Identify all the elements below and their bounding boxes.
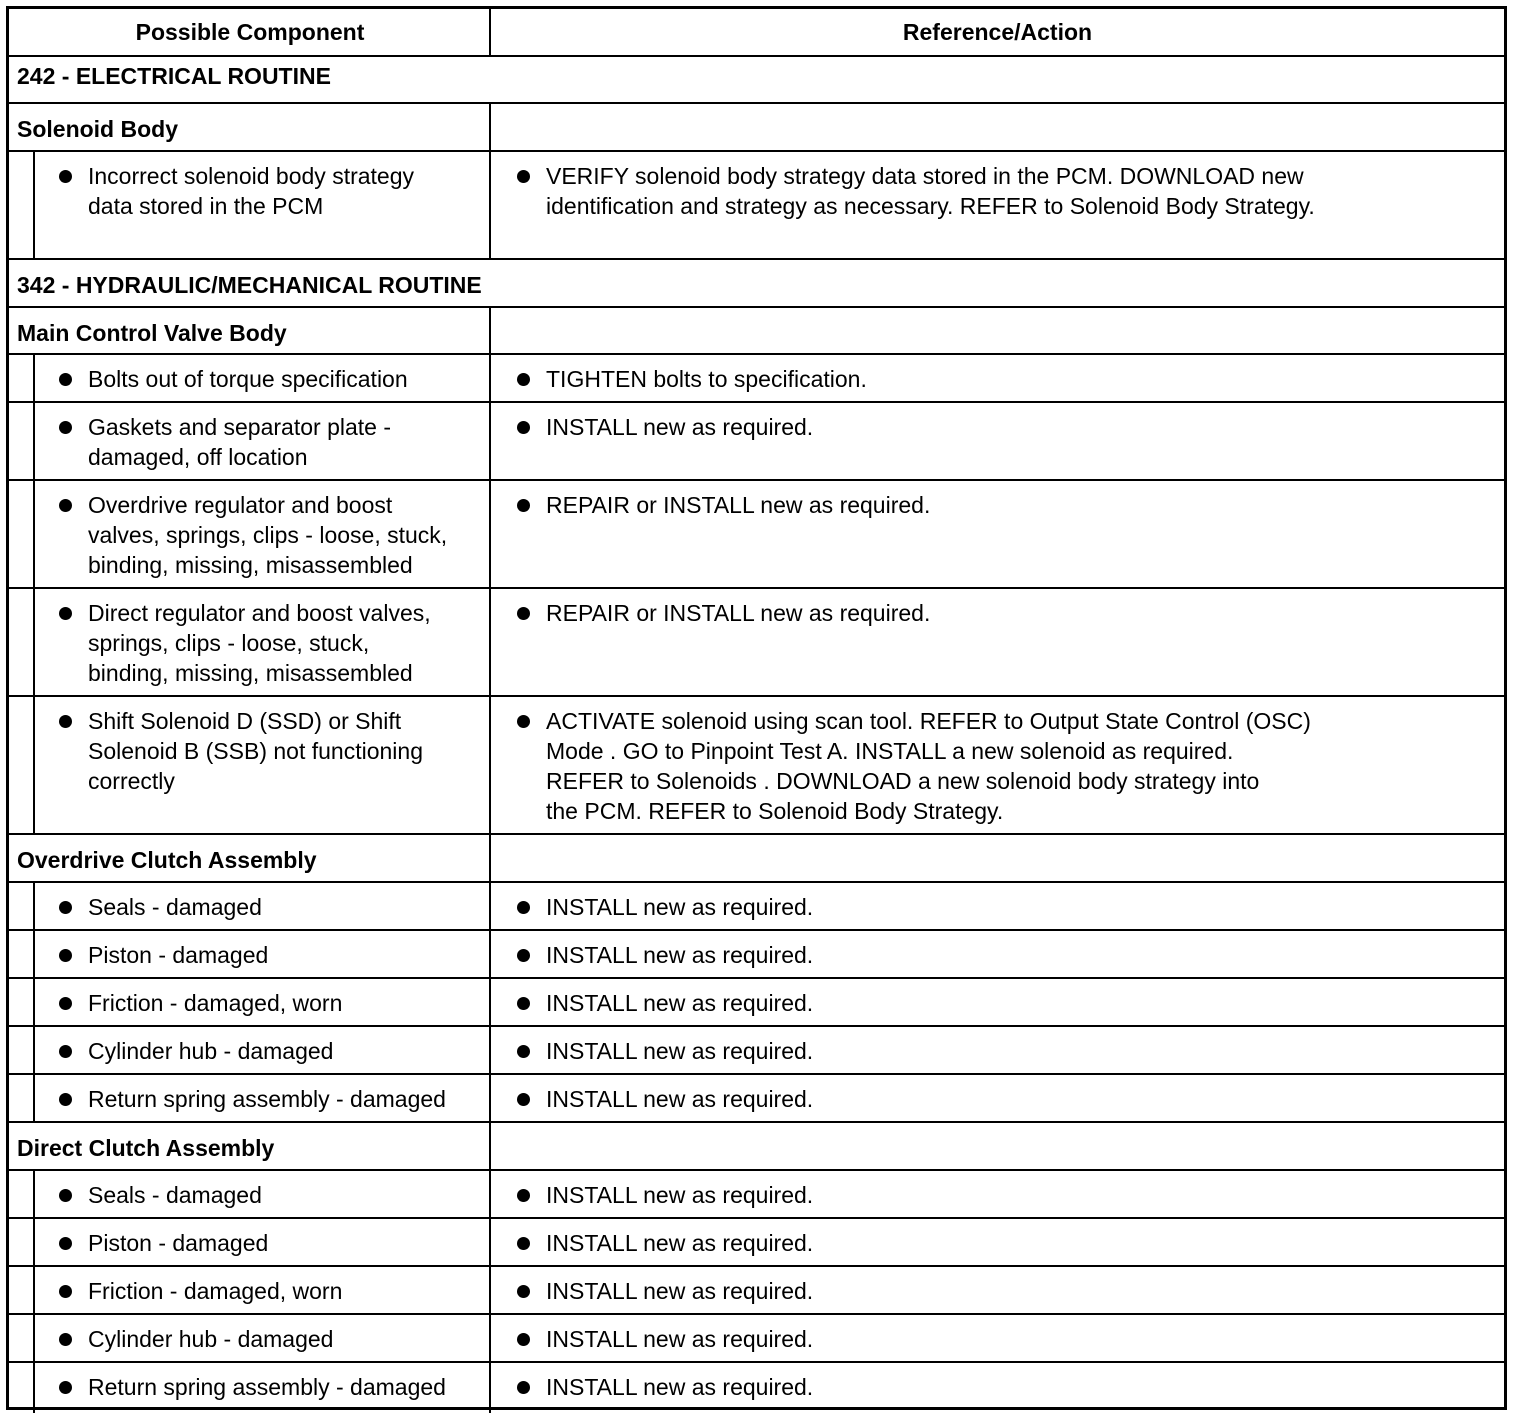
action-cell: REPAIR or INSTALL new as required. — [546, 600, 931, 626]
component-cell: Overdrive regulator and boost valves, springs, clips - loose, stuck, binding, missing, misassembled — [88, 492, 448, 578]
component-cell: Direct regulator and boost valves, springs, clips - loose, stuck, binding, missing, misassembled — [88, 600, 431, 686]
action-cell: INSTALL new as required. — [546, 1086, 814, 1112]
routine-row — [9, 260, 1504, 308]
bullet-icon — [59, 1333, 72, 1346]
indent-line — [33, 1363, 35, 1413]
column-divider — [489, 1315, 491, 1361]
bullet-icon — [59, 901, 72, 914]
action-cell: INSTALL new as required. — [546, 942, 814, 968]
bullet-icon — [517, 1045, 530, 1058]
table-row — [9, 883, 1504, 931]
column-divider — [489, 355, 491, 401]
bullet-icon — [517, 1237, 530, 1250]
bullet-icon — [517, 607, 530, 620]
table-row — [9, 355, 1504, 403]
indent-line — [33, 1075, 35, 1121]
bullet-icon — [517, 1093, 530, 1106]
bullet-icon — [59, 1045, 72, 1058]
action-cell: INSTALL new as required. — [546, 1230, 814, 1256]
indent-line — [33, 152, 35, 258]
bullet-icon — [59, 1237, 72, 1250]
bullet-icon — [517, 1285, 530, 1298]
group-row — [9, 1123, 1504, 1171]
table-row — [9, 481, 1504, 589]
bullet-icon — [59, 1093, 72, 1106]
table-row — [9, 1363, 1504, 1413]
column-divider — [489, 1363, 491, 1413]
component-cell: Incorrect solenoid body strategy data stored in the PCM — [88, 163, 415, 219]
indent-line — [33, 883, 35, 929]
indent-line — [33, 931, 35, 977]
component-cell: Friction - damaged, worn — [88, 1278, 343, 1304]
indent-line — [33, 1267, 35, 1313]
bullet-icon — [59, 1189, 72, 1202]
column-divider — [489, 1267, 491, 1313]
indent-line — [33, 1027, 35, 1073]
component-cell: Gaskets and separator plate - damaged, off location — [88, 414, 391, 470]
routine-title: 342 - HYDRAULIC/MECHANICAL ROUTINE — [17, 272, 482, 298]
group-title: Overdrive Clutch Assembly — [17, 847, 317, 873]
group-title: Solenoid Body — [17, 116, 178, 142]
column-divider — [489, 589, 491, 695]
component-cell: Friction - damaged, worn — [88, 990, 343, 1016]
column-divider — [489, 104, 491, 150]
group-row — [9, 104, 1504, 152]
indent-line — [33, 697, 35, 833]
column-divider — [489, 979, 491, 1025]
action-cell: INSTALL new as required. — [546, 1038, 814, 1064]
component-cell: Return spring assembly - damaged — [88, 1086, 446, 1112]
bullet-icon — [517, 901, 530, 914]
bullet-icon — [517, 715, 530, 728]
indent-line — [33, 403, 35, 479]
action-cell: VERIFY solenoid body strategy data stored in the PCM. DOWNLOAD new identification and strategy as necessary. REFER to Solenoid Body Strategy. — [546, 163, 1315, 219]
routine-row — [9, 51, 1504, 104]
table-row — [9, 589, 1504, 697]
table-row — [9, 1171, 1504, 1219]
routine-title: 242 - ELECTRICAL ROUTINE — [17, 63, 331, 89]
component-cell: Cylinder hub - damaged — [88, 1038, 334, 1064]
action-cell: INSTALL new as required. — [546, 1374, 814, 1400]
bullet-icon — [517, 1333, 530, 1346]
table-row — [9, 1315, 1504, 1363]
group-row — [9, 308, 1504, 355]
table-row — [9, 1219, 1504, 1267]
bullet-icon — [517, 499, 530, 512]
indent-line — [33, 979, 35, 1025]
table-row — [9, 152, 1504, 260]
component-cell: Seals - damaged — [88, 894, 262, 920]
indent-line — [33, 589, 35, 695]
table-row — [9, 1027, 1504, 1075]
bullet-icon — [517, 373, 530, 386]
bullet-icon — [59, 715, 72, 728]
column-divider — [489, 697, 491, 833]
action-cell: INSTALL new as required. — [546, 1326, 814, 1352]
column-divider — [489, 835, 491, 881]
group-row — [9, 835, 1504, 883]
bullet-icon — [517, 421, 530, 434]
component-cell: Seals - damaged — [88, 1182, 262, 1208]
action-cell: INSTALL new as required. — [546, 990, 814, 1016]
group-title: Direct Clutch Assembly — [17, 1135, 275, 1161]
component-cell: Piston - damaged — [88, 942, 269, 968]
bullet-icon — [517, 997, 530, 1010]
table-header-row — [9, 9, 1504, 57]
bullet-icon — [517, 949, 530, 962]
column-header-possible-component: Possible Component — [135, 18, 365, 45]
column-divider — [489, 1219, 491, 1265]
indent-line — [33, 481, 35, 587]
table-row — [9, 979, 1504, 1027]
diagnostic-table — [6, 6, 1507, 1410]
column-header-reference-action: Reference/Action — [902, 18, 1093, 45]
action-cell: TIGHTEN bolts to specification. — [546, 366, 867, 392]
bullet-icon — [59, 373, 72, 386]
action-cell: INSTALL new as required. — [546, 894, 814, 920]
bullet-icon — [59, 421, 72, 434]
component-cell: Bolts out of torque specification — [88, 366, 408, 392]
column-divider — [489, 1075, 491, 1121]
indent-line — [33, 1171, 35, 1217]
column-divider — [489, 1123, 491, 1169]
bullet-icon — [59, 499, 72, 512]
action-cell: REPAIR or INSTALL new as required. — [546, 492, 931, 518]
group-title: Main Control Valve Body — [17, 320, 287, 346]
table-row — [9, 1267, 1504, 1315]
column-divider — [489, 1027, 491, 1073]
bullet-icon — [517, 170, 530, 183]
column-divider — [489, 403, 491, 479]
action-cell: ACTIVATE solenoid using scan tool. REFER to Output State Control (OSC) Mode . GO to Pinpoint Test A. INSTALL a new solenoid as required. REFER to Solenoids . DOWNLOAD a new solenoid body strategy into the PCM. REFER to Solenoid Body Strategy. — [546, 708, 1311, 824]
bullet-icon — [517, 1381, 530, 1394]
component-cell: Shift Solenoid D (SSD) or Shift Solenoid B (SSB) not functioning correctly — [88, 708, 423, 794]
bullet-icon — [59, 949, 72, 962]
bullet-icon — [59, 997, 72, 1010]
bullet-icon — [59, 1285, 72, 1298]
table-row — [9, 931, 1504, 979]
column-divider — [489, 931, 491, 977]
column-divider — [489, 883, 491, 929]
bullet-icon — [59, 607, 72, 620]
indent-line — [33, 355, 35, 401]
bullet-icon — [59, 1381, 72, 1394]
table-row — [9, 1075, 1504, 1123]
column-divider — [489, 1171, 491, 1217]
action-cell: INSTALL new as required. — [546, 1278, 814, 1304]
component-cell: Cylinder hub - damaged — [88, 1326, 334, 1352]
component-cell: Return spring assembly - damaged — [88, 1374, 446, 1400]
column-divider — [489, 152, 491, 258]
bullet-icon — [517, 1189, 530, 1202]
table-row — [9, 403, 1504, 481]
bullet-icon — [59, 170, 72, 183]
indent-line — [33, 1315, 35, 1361]
indent-line — [33, 1219, 35, 1265]
action-cell: INSTALL new as required. — [546, 1182, 814, 1208]
column-divider — [489, 481, 491, 587]
table-row — [9, 697, 1504, 835]
component-cell: Piston - damaged — [88, 1230, 269, 1256]
column-divider — [489, 308, 491, 353]
action-cell: INSTALL new as required. — [546, 414, 814, 440]
